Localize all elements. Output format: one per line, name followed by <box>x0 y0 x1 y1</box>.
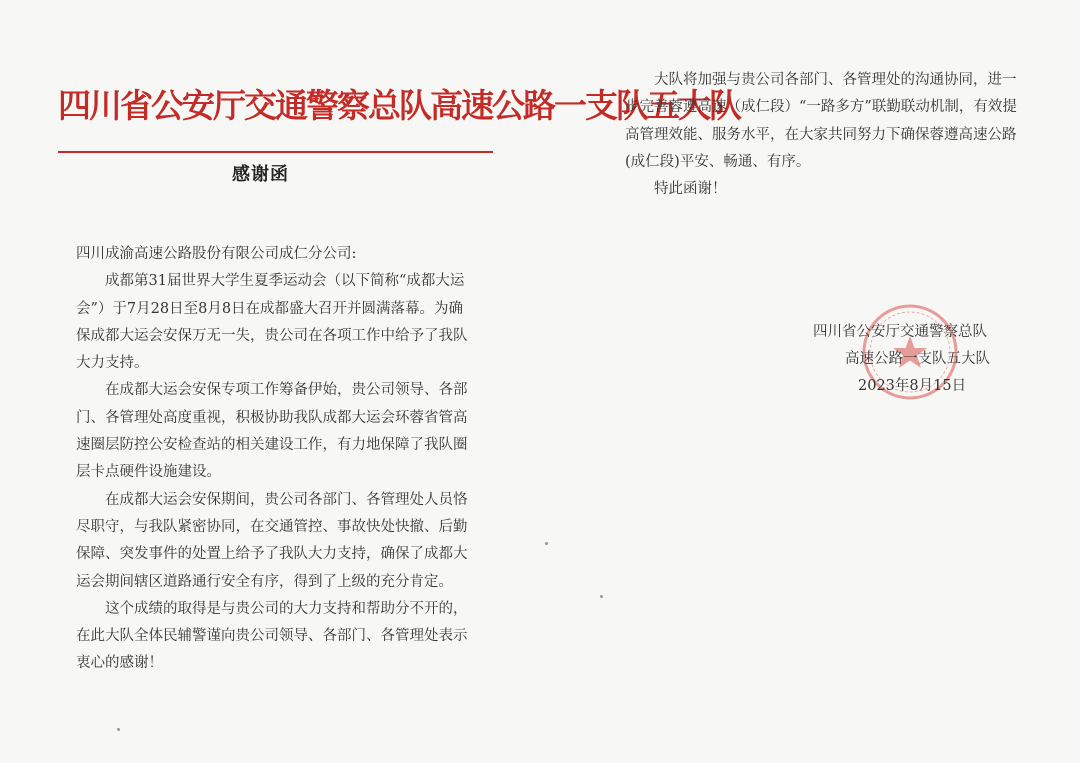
body-paragraph: 大队将加强与贵公司各部门、各管理处的沟通协同，进一步完善蓉遵高速（成仁段）“一路多方”联勤联动机制，有效提高管理效能、服务水平，在大家共同努力下确保蓉遵高速公路(成仁段)平安、畅通、有序。 <box>625 72 1017 170</box>
letterhead-rule <box>58 151 493 153</box>
signature-org-line2: 高速公路一支队五大队 <box>845 351 990 367</box>
scan-speck <box>117 728 120 731</box>
closing-line: 特此函谢！ <box>654 181 727 198</box>
body-paragraph: 这个成绩的取得是与贵公司的大力支持和帮助分不开的，在此大队全体民辅警谨向贵公司领导、各部门、各管理处表示衷心的感谢！ <box>76 600 468 672</box>
signature-block <box>813 319 1023 400</box>
signature-date: 2023年8月15日 <box>858 378 967 394</box>
document-title: 感谢函 <box>232 164 289 185</box>
body-paragraph: 在成都大运会安保专项工作筹备伊始，贵公司领导、各部门、各管理处高度重视，积极协助我队成都大运会环蓉省管高速圈层防控公安检查站的相关建设工作，有力地保障了我队圈层卡点硬件设施建设。 <box>76 382 468 481</box>
body-paragraph: 成都第31届世界大学生夏季运动会（以下简称“成都大运会”）于7月28日至8月8日在成都盛大召开并圆满落幕。为确保成都大运会安保万无一失，贵公司在各项工作中给予了我队大力支持。 <box>76 273 468 372</box>
letter-body-left <box>76 241 476 678</box>
letter-body-right <box>625 67 1020 203</box>
signature-org-line1: 四川省公安厅交通警察总队 <box>813 324 987 340</box>
body-paragraph: 在成都大运会安保期间，贵公司各部门、各管理处人员恪尽职守，与我队紧密协同，在交通管控、事故快处快撤、后勤保障、突发事件的处置上给予了我队大力支持，确保了成都大运会期间辖区道路通行安全有序，得到了上级的充分肯定。 <box>76 491 468 590</box>
letterhead-title: 四川省公安厅交通警察总队高速公路一支队五大队 <box>58 86 740 125</box>
scan-speck <box>600 595 603 598</box>
scan-speck <box>545 542 548 545</box>
salutation: 四川成渝高速公路股份有限公司成仁分公司: <box>76 246 357 262</box>
